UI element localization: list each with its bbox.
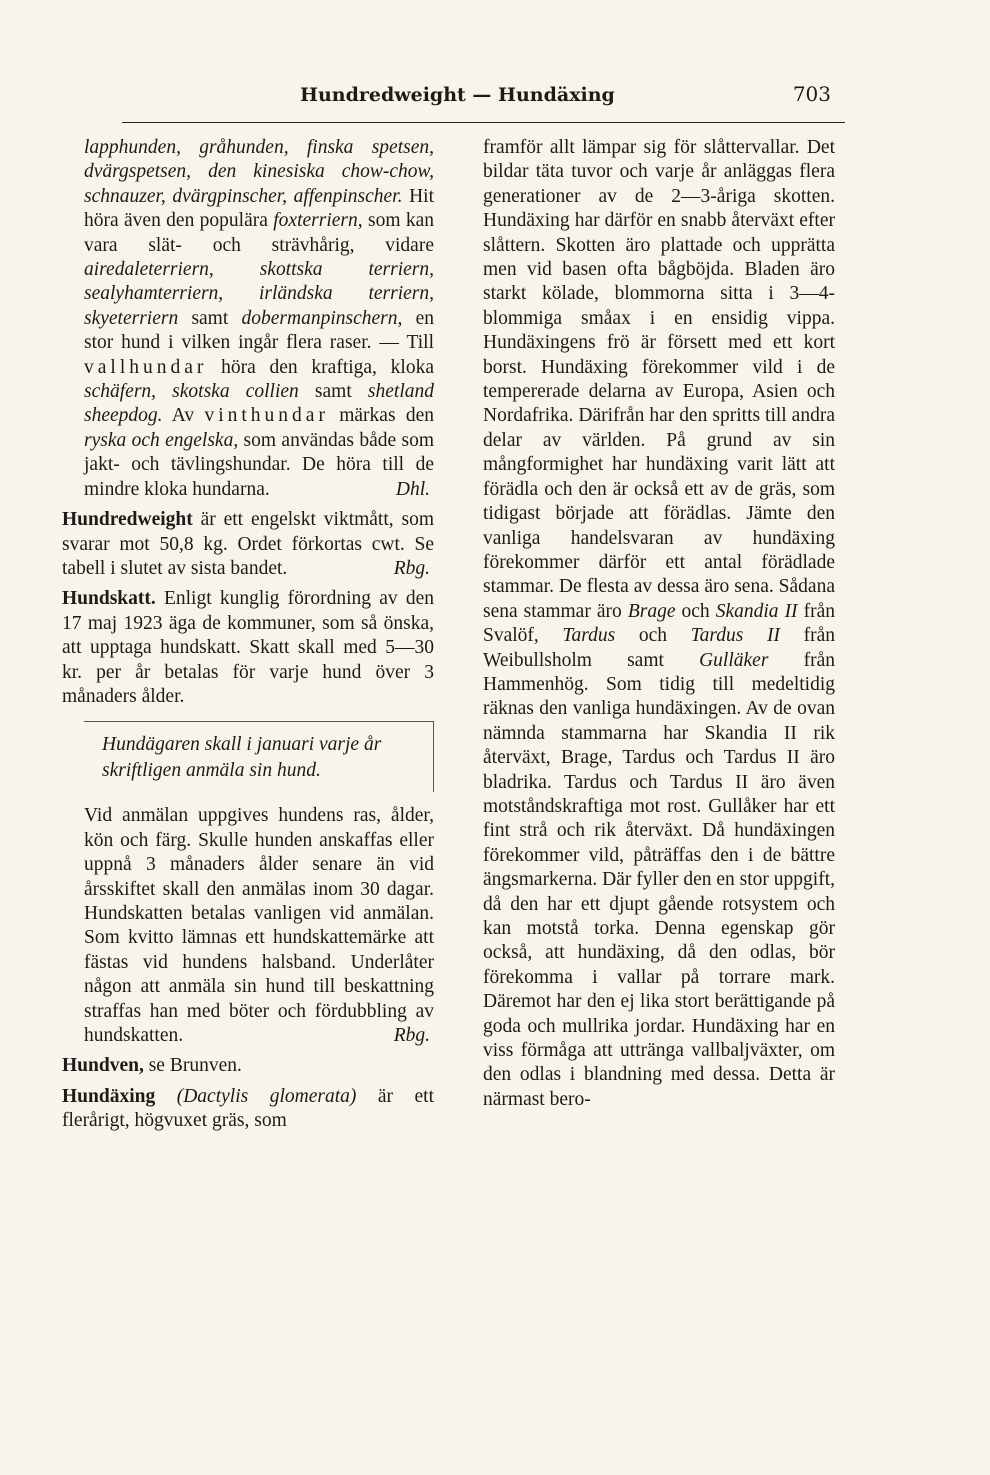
left-column xyxy=(62,136,434,1134)
author-signature: Rbg. xyxy=(393,1025,430,1046)
entry-headword: Hundskatt. xyxy=(62,588,156,610)
entry-headword: Hundredweight xyxy=(62,509,193,531)
entry-hundskatt: Hundskatt. Enligt kunglig förordning av den 17 maj 1923 äga de kommuner, som så önska, att upptaga hundskatt. Skatt skall med 5—30 kr. per år betalas för varje hund över 3 månaders ålder. xyxy=(62,588,434,707)
running-title: Hundredweight — Hundäxing xyxy=(300,84,615,106)
page-header xyxy=(60,80,845,120)
entry-hundaxing: Hundäxing (Dactylis glomerata) är ett flerårigt, högvuxet gräs, som xyxy=(62,1085,434,1132)
entry-headword: Hundven, xyxy=(62,1055,144,1077)
page-number: 703 xyxy=(792,82,831,106)
entry-hundven: Hundven, se Brunven. xyxy=(62,1055,242,1077)
author-signature: Dhl. xyxy=(395,478,430,500)
header-rule xyxy=(122,122,845,123)
notice-box: Hundägaren skall i januari varje år skriftligen anmäla sin hund. xyxy=(84,721,434,792)
entry-hundredweight: Hundredweight är ett engelskt viktmått, som svarar mot 50,8 kg. Ordet förkortas cwt. Se tabell i slutet av sista bandet. Rbg. xyxy=(62,508,434,581)
entry-headword: Hundäxing xyxy=(62,1085,156,1107)
author-signature: Rbg. xyxy=(393,557,430,579)
paragraph-registration: Vid anmälan uppgives hundens ras, ålder, kön och färg. Skulle hunden anskaffas eller uppnå 3 månaders ålder senare än vid årsskiftet skall den anmälas inom 30 dagar. Hundskatten betalas vanligen vid anmälan. Som kvitto lämnas ett hundskattemärke att fästas vid hundens halsband. Underlåter någon att anmäla sin hund till beskattning straffas han med böter och fördubbling av hundskatten. Rbg. xyxy=(62,804,434,1048)
paragraph-hundaxing-continued: framför allt lämpar sig för slåttervallar. Det bildar täta tuvor och varje år anläggas flera generationer av de 2—3-åriga skotten. Hundäxing har därför en snabb återväxt efter slåttern. Skotten äro plattade och upprätta men vid basen ofta bågböjda. Bladen äro starkt kölade, blommorna sitta i 3—4-blommiga småax i en ensidig vippa. Hundäxingens frö är försett med ett kort borst. Hundäxing förekommer vild i de tempererade delarna av Europa, Asien och Nordafrika. Därifrån har den spritts till andra delar av världen. På grund av sin mångformighet har hundäxing varit lätt att förädla och den är också ett av de gräs, som tidigast började att förädlas. Jämte den vanliga handelsvaran av hundäxing förekommer därför ett antal förädlade stammar. De flesta av dessa äro sena. Sådana sena stammar äro Brage och Skandia II från Svalöf, Tardus och Tardus II från Weibullsholm samt Gulläker från Hammenhög. Som tidig till medeltidig räknas den vanliga hundäxingen. Av de ovan nämnda stammarna har Skandia II rik återväxt, Brage, Tardus och Tardus II äro bladrika. Tardus och Tardus II äro även motståndskraftiga mot rost. Gullåker har ett fint strå och rik återväxt. Då hundäxingen förekommer vild, påträffas den i de bättre ängsmarkerna. Där fyller den en stor uppgift, då den har ett djupt gående rotsystem och kan motstå torka. Denna egenskap gör också, att hundäxing, då den odlas, bör förekomma i vallar på torrare mark. Däremot har den ej lika stort berättigande på goda och mullrika jordar. Hundäxing har en viss förmåga att uttränga vallbaljväxter, om den odlas i blandning med dessa. Detta är närmast bero- xyxy=(483,137,835,1110)
paragraph-dog-breeds: lapphunden, gråhunden, finska spetsen, dvärgspetsen, den kinesiska chow-chow, schnauzer, dvärgpinscher, affenpinscher. Hit höra även den populära foxterriern, som kan vara slät- och strävhårig, vidare airedaleterriern, skottska terriern, sealyhamterriern, irländska terriern, skyeterriern samt dobermanpinschern, en stor hund i vilken ingår flera raser. — Till vallhundar höra den kraftiga, kloka schäfern, skotska collien samt shetland sheepdog. Av vinthundar märkas den ryska och engelska, som användas både som jakt- och tävlingshundar. De höra till de mindre kloka hundarna. Dhl. xyxy=(62,136,434,502)
right-column xyxy=(483,136,835,1112)
